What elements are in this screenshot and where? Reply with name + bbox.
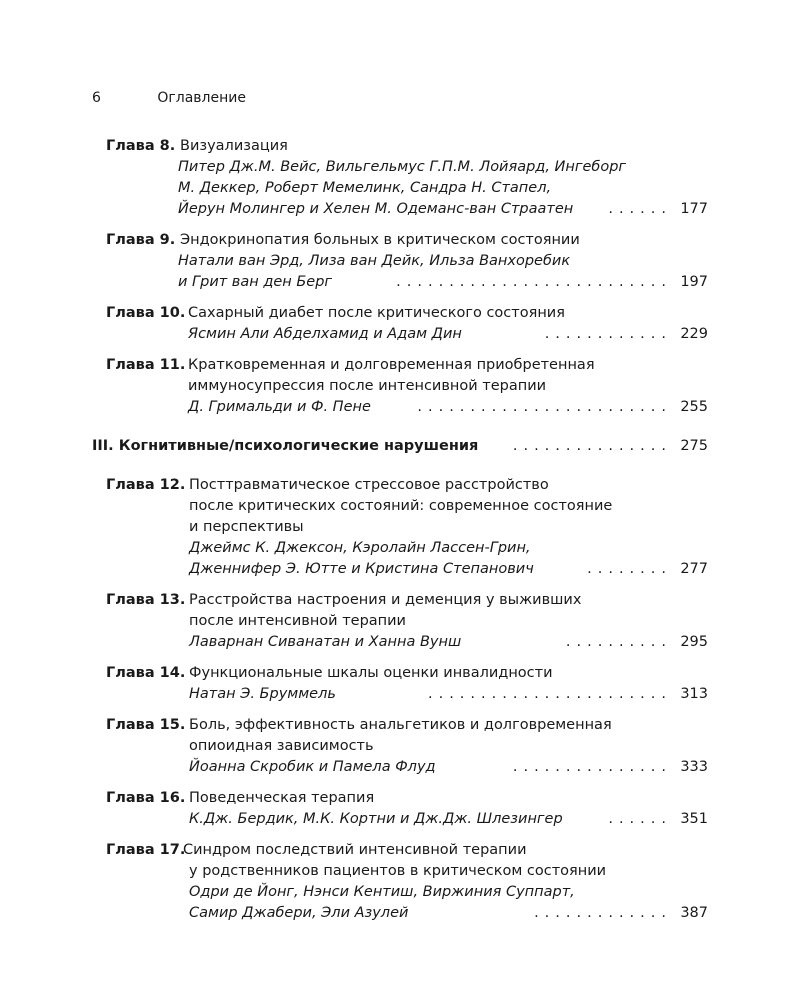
section-label: III. Когнитивные/психологические нарушения (92, 438, 479, 454)
chapter-label: Глава 14. (106, 665, 186, 681)
page-reference[interactable]: 197 (680, 274, 708, 290)
chapter-label: Глава 16. (106, 790, 186, 806)
chapter-title: Посттравматическое стрессовое расстройство (189, 477, 549, 493)
chapter-authors: и Грит ван ден Берг (178, 274, 333, 290)
dot-leader: .......................... (396, 274, 672, 290)
toc-entry-chapter-12 (0, 475, 800, 580)
chapter-authors: Ясмин Али Абделхамид и Адам Дин (188, 326, 462, 342)
dot-leader: ....................... (427, 686, 672, 702)
chapter-title: Кратковременная и долговременная приобретенная (188, 357, 595, 373)
chapter-authors: К.Дж. Бердик, М.К. Кортни и Дж.Дж. Шлезингер (189, 811, 563, 827)
chapter-title: опиоидная зависимость (189, 738, 374, 754)
page-reference[interactable]: 295 (680, 634, 708, 650)
toc-entry-chapter-8 (0, 136, 800, 220)
chapter-label: Глава 10. (106, 305, 186, 321)
chapter-title: Синдром последствий интенсивной терапии (183, 842, 527, 858)
toc-entry-chapter-10 (0, 303, 800, 345)
dot-leader: ............. (534, 905, 672, 921)
dot-leader: .......... (565, 634, 672, 650)
chapter-authors: Дженнифер Э. Ютте и Кристина Степанович (189, 561, 534, 577)
toc-entry-chapter-9 (0, 230, 800, 293)
toc-entry-chapter-13 (0, 590, 800, 653)
toc-entry-chapter-15 (0, 715, 800, 778)
page-reference[interactable]: 313 (680, 686, 708, 702)
chapter-title: Поведенческая терапия (189, 790, 375, 806)
chapter-title: и перспективы (189, 519, 304, 535)
chapter-label: Глава 8. (106, 138, 176, 154)
chapter-title: Боль, эффективность анальгетиков и долговременная (189, 717, 612, 733)
page-reference[interactable]: 275 (680, 438, 708, 454)
chapter-title: иммуносупрессия после интенсивной терапии (188, 378, 547, 394)
chapter-authors: Лаварнан Сиванатан и Ханна Вунш (189, 634, 462, 650)
chapter-authors: Йерун Молингер и Хелен М. Одеманс-ван Страатен (178, 201, 574, 217)
toc-entry-chapter-11 (0, 355, 800, 418)
dot-leader: ...... (608, 201, 672, 217)
chapter-title: после интенсивной терапии (189, 613, 406, 629)
chapter-authors: Д. Гримальди и Ф. Пене (188, 399, 371, 415)
chapter-authors: Натали ван Эрд, Лиза ван Дейк, Ильза Ванхоребик (178, 253, 571, 269)
dot-leader: ........ (587, 561, 672, 577)
page-reference[interactable]: 255 (680, 399, 708, 415)
toc-entry-chapter-14 (0, 663, 800, 705)
toc-entry-chapter-17 (0, 840, 800, 924)
dot-leader: ............... (512, 759, 672, 775)
chapter-label: Глава 9. (106, 232, 176, 248)
page-reference[interactable]: 333 (680, 759, 708, 775)
chapter-authors: Питер Дж.М. Вейс, Вильгельмус Г.П.М. Лойяард, Ингеборг (178, 159, 627, 175)
chapter-label: Глава 11. (106, 357, 186, 373)
table-of-contents (0, 136, 800, 934)
chapter-title: у родственников пациентов в критическом состоянии (189, 863, 607, 879)
chapter-authors: Натан Э. Бруммель (189, 686, 336, 702)
running-title: Оглавление (157, 90, 246, 106)
page-reference[interactable]: 277 (680, 561, 708, 577)
chapter-title: Функциональные шкалы оценки инвалидности (189, 665, 553, 681)
toc-entry-chapter-16 (0, 788, 800, 830)
chapter-label: Глава 12. (106, 477, 186, 493)
chapter-title: Расстройства настроения и деменция у выживших (189, 592, 582, 608)
chapter-label: Глава 17. (106, 842, 186, 858)
dot-leader: ........................ (417, 399, 672, 415)
toc-section-3 (0, 436, 800, 457)
chapter-title: после критических состояний: современное состояние (189, 498, 613, 514)
page-reference[interactable]: 387 (680, 905, 708, 921)
chapter-title: Визуализация (180, 138, 288, 154)
chapter-authors: Джеймс К. Джексон, Кэролайн Лассен-Грин, (189, 540, 531, 556)
dot-leader: ............ (544, 326, 672, 342)
chapter-title: Сахарный диабет после критического состояния (188, 305, 565, 321)
dot-leader: ...... (608, 811, 672, 827)
chapter-authors: Самир Джабери, Эли Азулей (189, 905, 409, 921)
chapter-authors: М. Деккер, Роберт Мемелинк, Сандра Н. Стапел, (178, 180, 552, 196)
chapter-label: Глава 13. (106, 592, 186, 608)
page-reference[interactable]: 229 (680, 326, 708, 342)
chapter-label: Глава 15. (106, 717, 186, 733)
page-reference[interactable]: 351 (680, 811, 708, 827)
chapter-authors: Одри де Йонг, Нэнси Кентиш, Виржиния Суппарт, (189, 884, 575, 900)
dot-leader: ............... (512, 438, 672, 454)
page-reference[interactable]: 177 (680, 201, 708, 217)
running-header (92, 90, 246, 106)
chapter-title: Эндокринопатия больных в критическом состоянии (180, 232, 580, 248)
chapter-authors: Йоанна Скробик и Памела Флуд (189, 759, 436, 775)
page-number: 6 (92, 90, 101, 106)
